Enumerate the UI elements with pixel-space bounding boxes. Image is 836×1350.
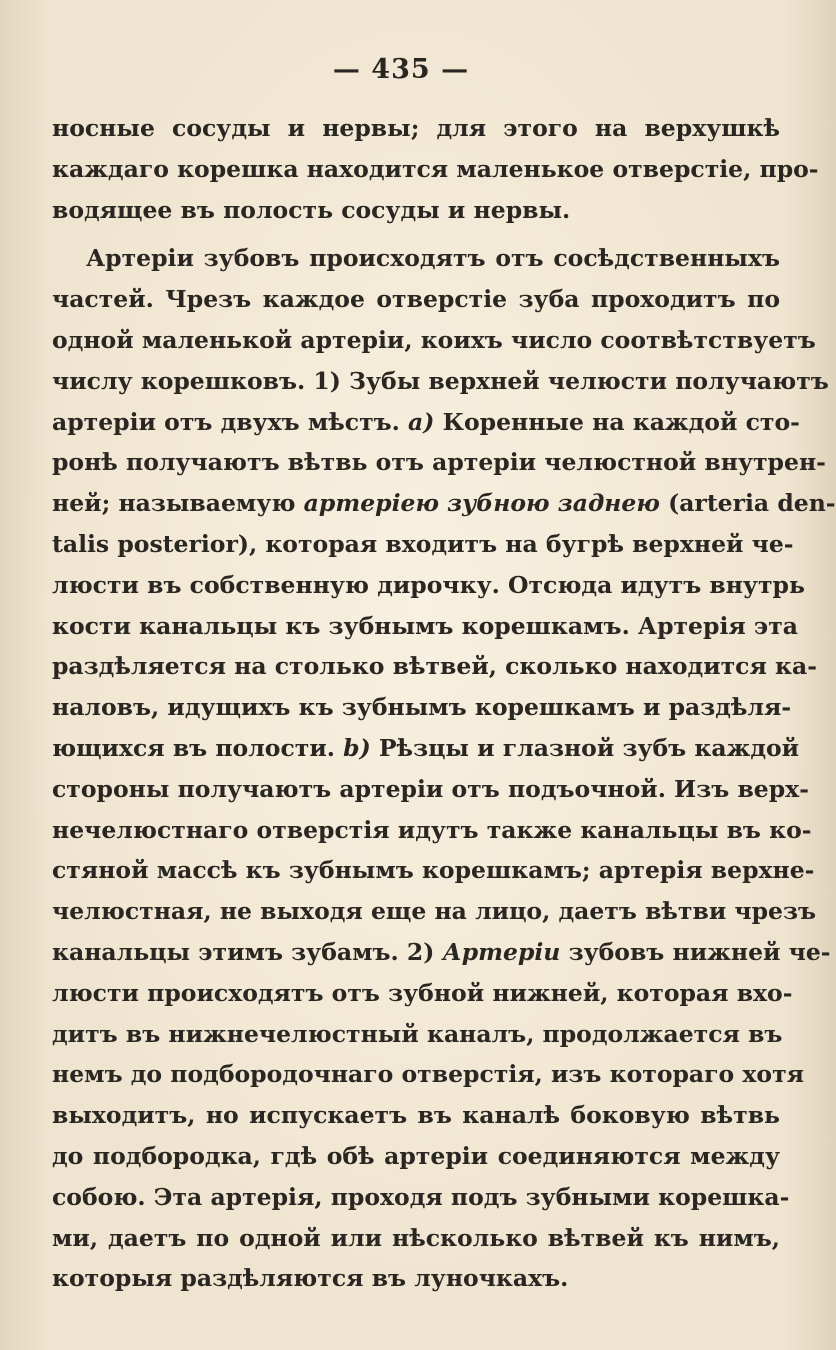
text-line: каждаго корешка находится маленькое отверстіе, про- — [52, 154, 819, 183]
text-segment: Коренные на каждой сто- — [434, 407, 800, 436]
text-segment: канальцы этимъ зубамъ. 2) — [52, 937, 443, 966]
list-marker: b) — [343, 733, 371, 762]
text-line: talis posterior), которая входитъ на бугрѣ верхней че- — [52, 529, 794, 558]
text-line: немъ до подбородочнаго отверстія, изъ котораго хотя — [52, 1060, 805, 1089]
text-line: носные сосуды и нервы; для этого на верхушкѣ — [52, 114, 780, 142]
text-line: кости канальцы къ зубнымъ корешкамъ. Артерія эта — [52, 611, 799, 640]
text-line: собою. Эта артерія, проходя подъ зубными корешка- — [52, 1182, 790, 1211]
text-line: выходитъ, но испускаетъ въ каналѣ боковую вѣтвь — [52, 1101, 780, 1130]
text-line: раздѣляется на столько вѣтвей, сколько находится ка- — [52, 652, 817, 681]
italic-term: артеріею зубною заднею — [303, 489, 660, 518]
text-segment: зубовъ нижней че- — [560, 937, 831, 966]
text-line: до подбородка, гдѣ обѣ артеріи соединяются между — [52, 1141, 780, 1170]
text-line: люсти происходятъ отъ зубной нижней, которая вхо- — [52, 978, 793, 1007]
text-line: ми, даетъ по одной или нѣсколько вѣтвей къ нимъ, — [52, 1223, 780, 1252]
text-line — [52, 932, 831, 973]
body-text — [52, 108, 836, 1299]
text-line: числу корешковъ. 1) Зубы верхней челюсти получаютъ — [52, 366, 829, 395]
text-line: наловъ, идущихъ къ зубнымъ корешкамъ и раздѣля- — [52, 693, 792, 722]
text-segment: артеріи отъ двухъ мѣстъ. — [52, 407, 409, 436]
text-line: которыя раздѣляются въ луночкахъ. — [52, 1264, 569, 1293]
paragraph-2 — [52, 238, 836, 1299]
text-line: частей. Чрезъ каждое отверстіе зуба проходитъ по — [52, 285, 780, 314]
text-line: Артеріи зубовъ происходятъ отъ сосѣдственныхъ — [86, 244, 780, 273]
text-segment: ющихся въ полости. — [52, 733, 344, 762]
text-line — [52, 728, 800, 769]
list-marker: a) — [408, 407, 435, 436]
text-segment: Рѣзцы и глазной зубъ каждой — [370, 733, 800, 762]
text-line: стороны получаютъ артеріи отъ подъочной. Изъ верх- — [52, 774, 809, 803]
text-line: одной маленькой артеріи, коихъ число соотвѣтствуетъ — [52, 325, 816, 354]
text-line: челюстная, не выходя еще на лицо, даетъ вѣтви чрезъ — [52, 897, 817, 926]
text-segment: ней; называемую — [52, 489, 304, 518]
text-line — [52, 402, 800, 443]
text-line: водящее въ полость сосуды и нервы. — [52, 195, 571, 224]
text-line — [52, 483, 836, 524]
page-number: — 435 — — [332, 54, 470, 85]
text-line: люсти въ собственную дирочку. Отсюда идутъ внутрь — [52, 570, 805, 599]
paragraph-1 — [52, 108, 819, 230]
text-line: стяной массѣ къ зубнымъ корешкамъ; артерія верхне- — [52, 856, 815, 885]
italic-term: Артеріи — [442, 937, 561, 966]
text-line: дитъ въ нижнечелюстный каналъ, продолжается въ — [52, 1019, 783, 1048]
text-line: нечелюстнаго отверстія идутъ также канальцы въ ко- — [52, 815, 812, 844]
text-line: ронѣ получаютъ вѣтвь отъ артеріи челюстной внутрен- — [52, 448, 826, 477]
text-segment: (arteria den- — [659, 489, 836, 518]
